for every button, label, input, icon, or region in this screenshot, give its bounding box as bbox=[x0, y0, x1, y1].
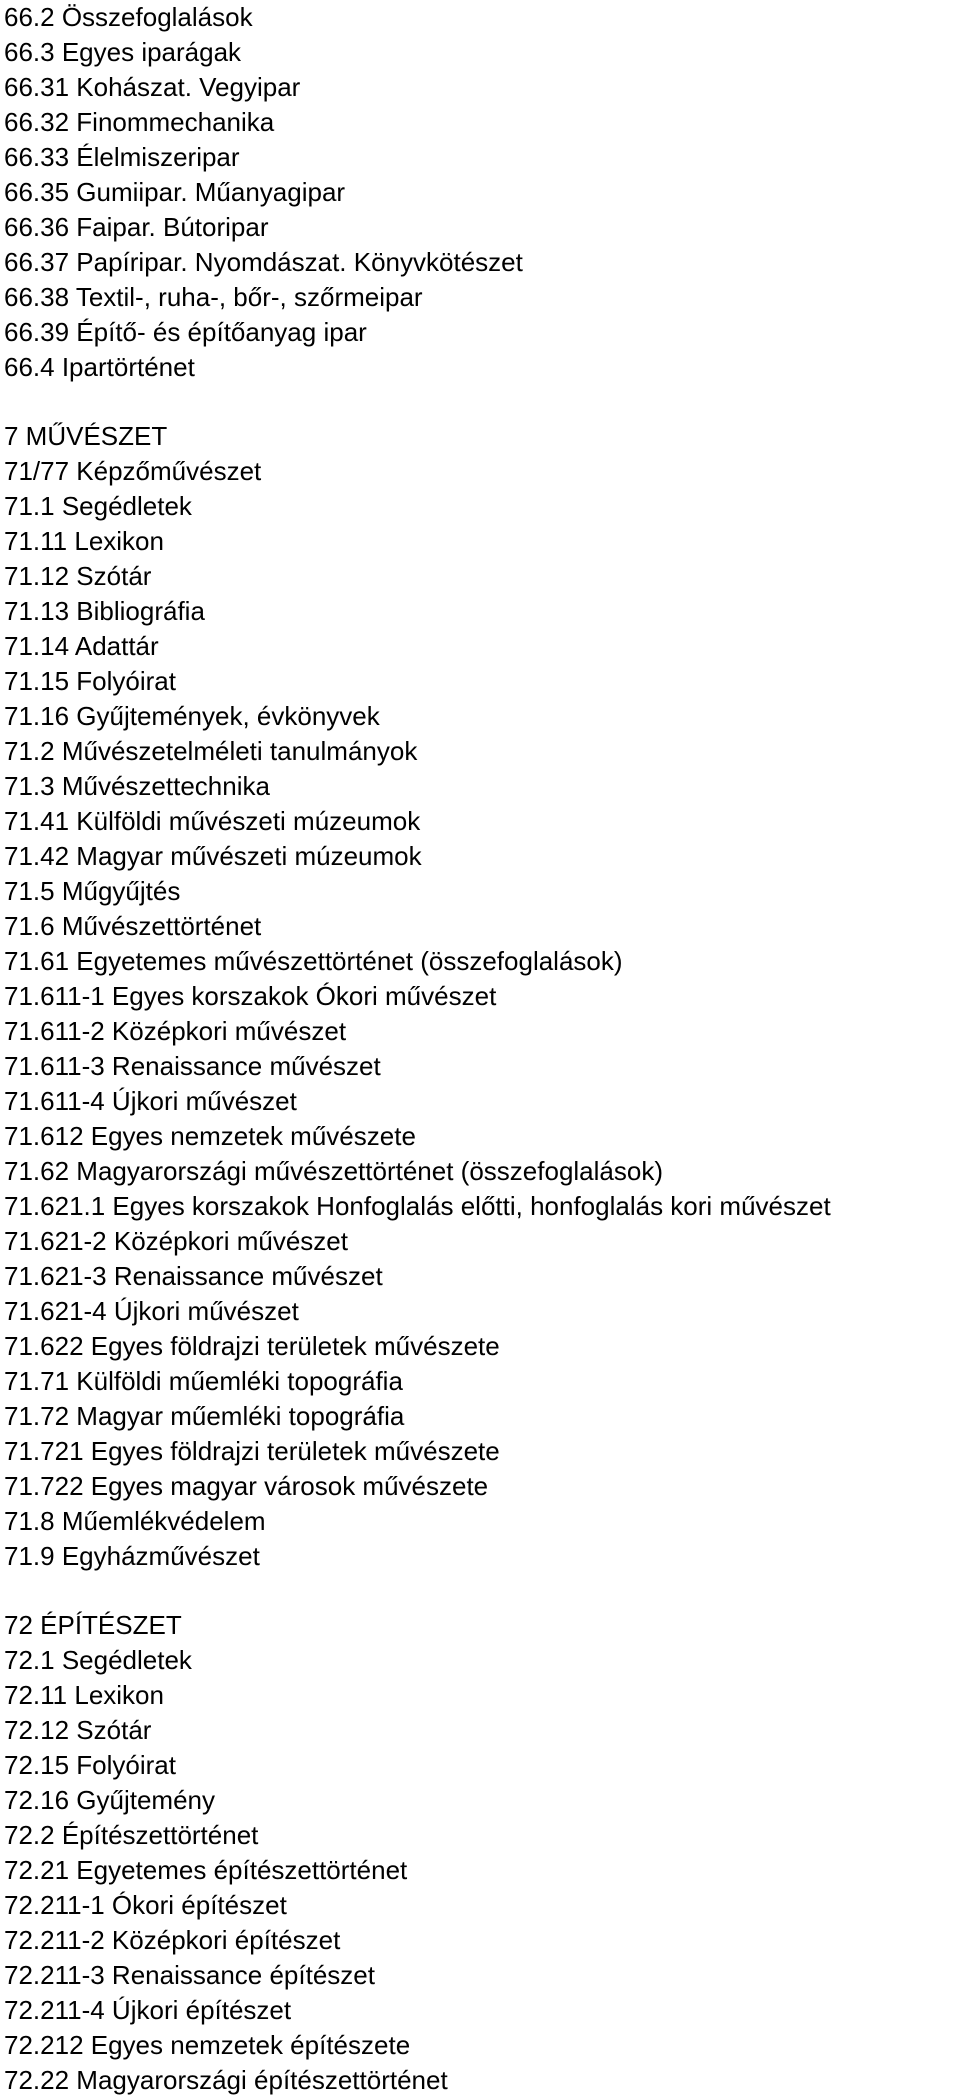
list-item: 71.61 Egyetemes művészettörténet (összefoglalások) bbox=[4, 946, 623, 976]
list-item: 71.15 Folyóirat bbox=[4, 666, 176, 696]
list-item: 71.13 Bibliográfia bbox=[4, 596, 205, 626]
list-item: 71.721 Egyes földrajzi területek művészete bbox=[4, 1436, 500, 1466]
list-item: 66.4 Ipartörténet bbox=[4, 352, 195, 382]
list-item: 72.16 Gyűjtemény bbox=[4, 1785, 216, 1815]
list-item: 71.621-4 Újkori művészet bbox=[4, 1296, 299, 1326]
section-heading: 7 MŰVÉSZET bbox=[4, 421, 168, 451]
list-item: 72.2 Építészettörténet bbox=[4, 1820, 259, 1850]
list-item: 66.39 Építő- és építőanyag ipar bbox=[4, 317, 367, 347]
list-item: 66.35 Gumiipar. Műanyagipar bbox=[4, 177, 346, 207]
list-item: 66.36 Faipar. Bútoripar bbox=[4, 212, 269, 242]
list-item: 71.8 Műemlékvédelem bbox=[4, 1506, 266, 1536]
section-7-art bbox=[4, 419, 956, 1574]
list-item: 71.9 Egyházművészet bbox=[4, 1541, 260, 1571]
list-item: 71.622 Egyes földrajzi területek művészete bbox=[4, 1331, 500, 1361]
list-item: 71.71 Külföldi műemléki topográfia bbox=[4, 1366, 403, 1396]
list-item: 72.1 Segédletek bbox=[4, 1645, 192, 1675]
list-item: 72.212 Egyes nemzetek építészete bbox=[4, 2030, 411, 2060]
list-item: 71.16 Gyűjtemények, évkönyvek bbox=[4, 701, 380, 731]
list-item: 71.621-2 Középkori művészet bbox=[4, 1226, 348, 1256]
list-item: 72.211-3 Renaissance építészet bbox=[4, 1960, 375, 1990]
section-heading: 72 ÉPÍTÉSZET bbox=[4, 1610, 182, 1640]
list-item: 71.12 Szótár bbox=[4, 561, 152, 591]
list-item: 71.621.1 Egyes korszakok Honfoglalás előtti, honfoglalás kori művészet bbox=[4, 1191, 831, 1221]
list-item: 72.21 Egyetemes építészettörténet bbox=[4, 1855, 408, 1885]
section-spacer bbox=[4, 385, 956, 419]
section-66-industry bbox=[4, 0, 956, 385]
list-item: 71.72 Magyar műemléki topográfia bbox=[4, 1401, 405, 1431]
list-item: 71.1 Segédletek bbox=[4, 491, 192, 521]
list-item: 71.6 Művészettörténet bbox=[4, 911, 262, 941]
list-item: 71.722 Egyes magyar városok művészete bbox=[4, 1471, 489, 1501]
section-spacer bbox=[4, 1574, 956, 1608]
list-item: 66.31 Kohászat. Vegyipar bbox=[4, 72, 301, 102]
list-item: 66.33 Élelmiszeripar bbox=[4, 142, 240, 172]
list-item: 72.211-4 Újkori építészet bbox=[4, 1995, 292, 2025]
list-item: 71.611-1 Egyes korszakok Ókori művészet bbox=[4, 981, 497, 1011]
list-item: 71.62 Magyarországi művészettörténet (összefoglalások) bbox=[4, 1156, 663, 1186]
classification-list bbox=[4, 0, 956, 2098]
list-item: 72.211-1 Ókori építészet bbox=[4, 1890, 287, 1920]
list-item: 71.612 Egyes nemzetek művészete bbox=[4, 1121, 416, 1151]
list-item: 71.42 Magyar művészeti múzeumok bbox=[4, 841, 422, 871]
list-item: 71.3 Művészettechnika bbox=[4, 771, 270, 801]
list-item: 71/77 Képzőművészet bbox=[4, 456, 262, 486]
list-item: 71.41 Külföldi művészeti múzeumok bbox=[4, 806, 421, 836]
list-item: 71.14 Adattár bbox=[4, 631, 159, 661]
section-72-architecture bbox=[4, 1608, 956, 2098]
list-item: 71.2 Művészetelméleti tanulmányok bbox=[4, 736, 418, 766]
list-item: 71.611-3 Renaissance művészet bbox=[4, 1051, 381, 1081]
list-item: 72.22 Magyarországi építészettörténet bbox=[4, 2065, 448, 2095]
list-item: 66.37 Papíripar. Nyomdászat. Könyvkötészet bbox=[4, 247, 523, 277]
list-item: 71.5 Műgyűjtés bbox=[4, 876, 181, 906]
list-item: 71.621-3 Renaissance művészet bbox=[4, 1261, 383, 1291]
list-item: 71.611-4 Újkori művészet bbox=[4, 1086, 297, 1116]
list-item: 71.11 Lexikon bbox=[4, 526, 164, 556]
list-item: 66.38 Textil-, ruha-, bőr-, szőrmeipar bbox=[4, 282, 423, 312]
list-item: 71.611-2 Középkori művészet bbox=[4, 1016, 347, 1046]
list-item: 72.211-2 Középkori építészet bbox=[4, 1925, 341, 1955]
list-item: 72.15 Folyóirat bbox=[4, 1750, 176, 1780]
list-item: 72.12 Szótár bbox=[4, 1715, 152, 1745]
list-item: 72.11 Lexikon bbox=[4, 1680, 164, 1710]
list-item: 66.32 Finommechanika bbox=[4, 107, 275, 137]
list-item: 66.3 Egyes iparágak bbox=[4, 37, 242, 67]
list-item: 66.2 Összefoglalások bbox=[4, 2, 253, 32]
